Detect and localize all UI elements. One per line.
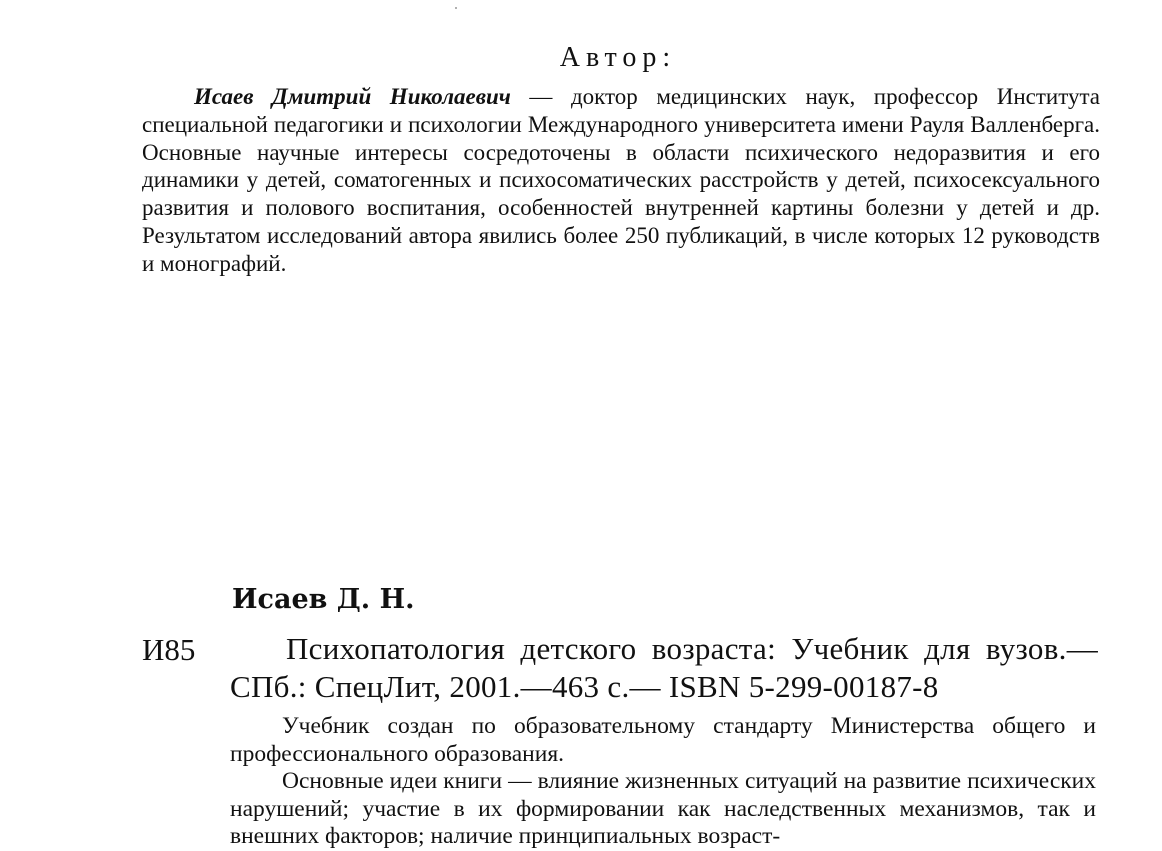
catalog-author: Исаев Д. Н. xyxy=(232,584,415,615)
author-bio-text: — доктор медицинских наук, профессор Института специальной педагогики и психологии Международного университета имени Рауля Валленберга. Основные научные интересы сосредоточены в области психического недоразвития и его динамики у детей, соматогенных и психосоматических расстройств у детей, психосексуального развития и полового воспитания, особенностей внутренней картины болезни у детей и др. Результатом исследований автора явились более 250 публикаций, в числе которых 12 руководств и монографий. xyxy=(142,84,1100,276)
annotation-paragraph: Учебник создан по образовательному стандарту Министерства общего и профессионального образования. xyxy=(230,713,1096,767)
catalog-title-entry: Психопатология детского возраста: Учебник для вузов.— СПб.: СпецЛит, 2001.—463 с.— ISBN 5-299-00187-8 xyxy=(230,631,1098,704)
catalog-index-code: И85 xyxy=(142,632,196,667)
author-heading: Автор: xyxy=(559,42,677,73)
author-name: Исаев Дмитрий Николаевич xyxy=(194,84,511,109)
catalog-annotation xyxy=(230,713,1096,851)
annotation-paragraph: Основные идеи книги — влияние жизненных ситуаций на развитие психических нарушений; участие в их формировании как наследственных механизмов, так и внешних факторов; наличие принципиальных возраст- xyxy=(230,768,1096,849)
author-bio xyxy=(142,83,1100,278)
scan-speck xyxy=(455,7,457,9)
